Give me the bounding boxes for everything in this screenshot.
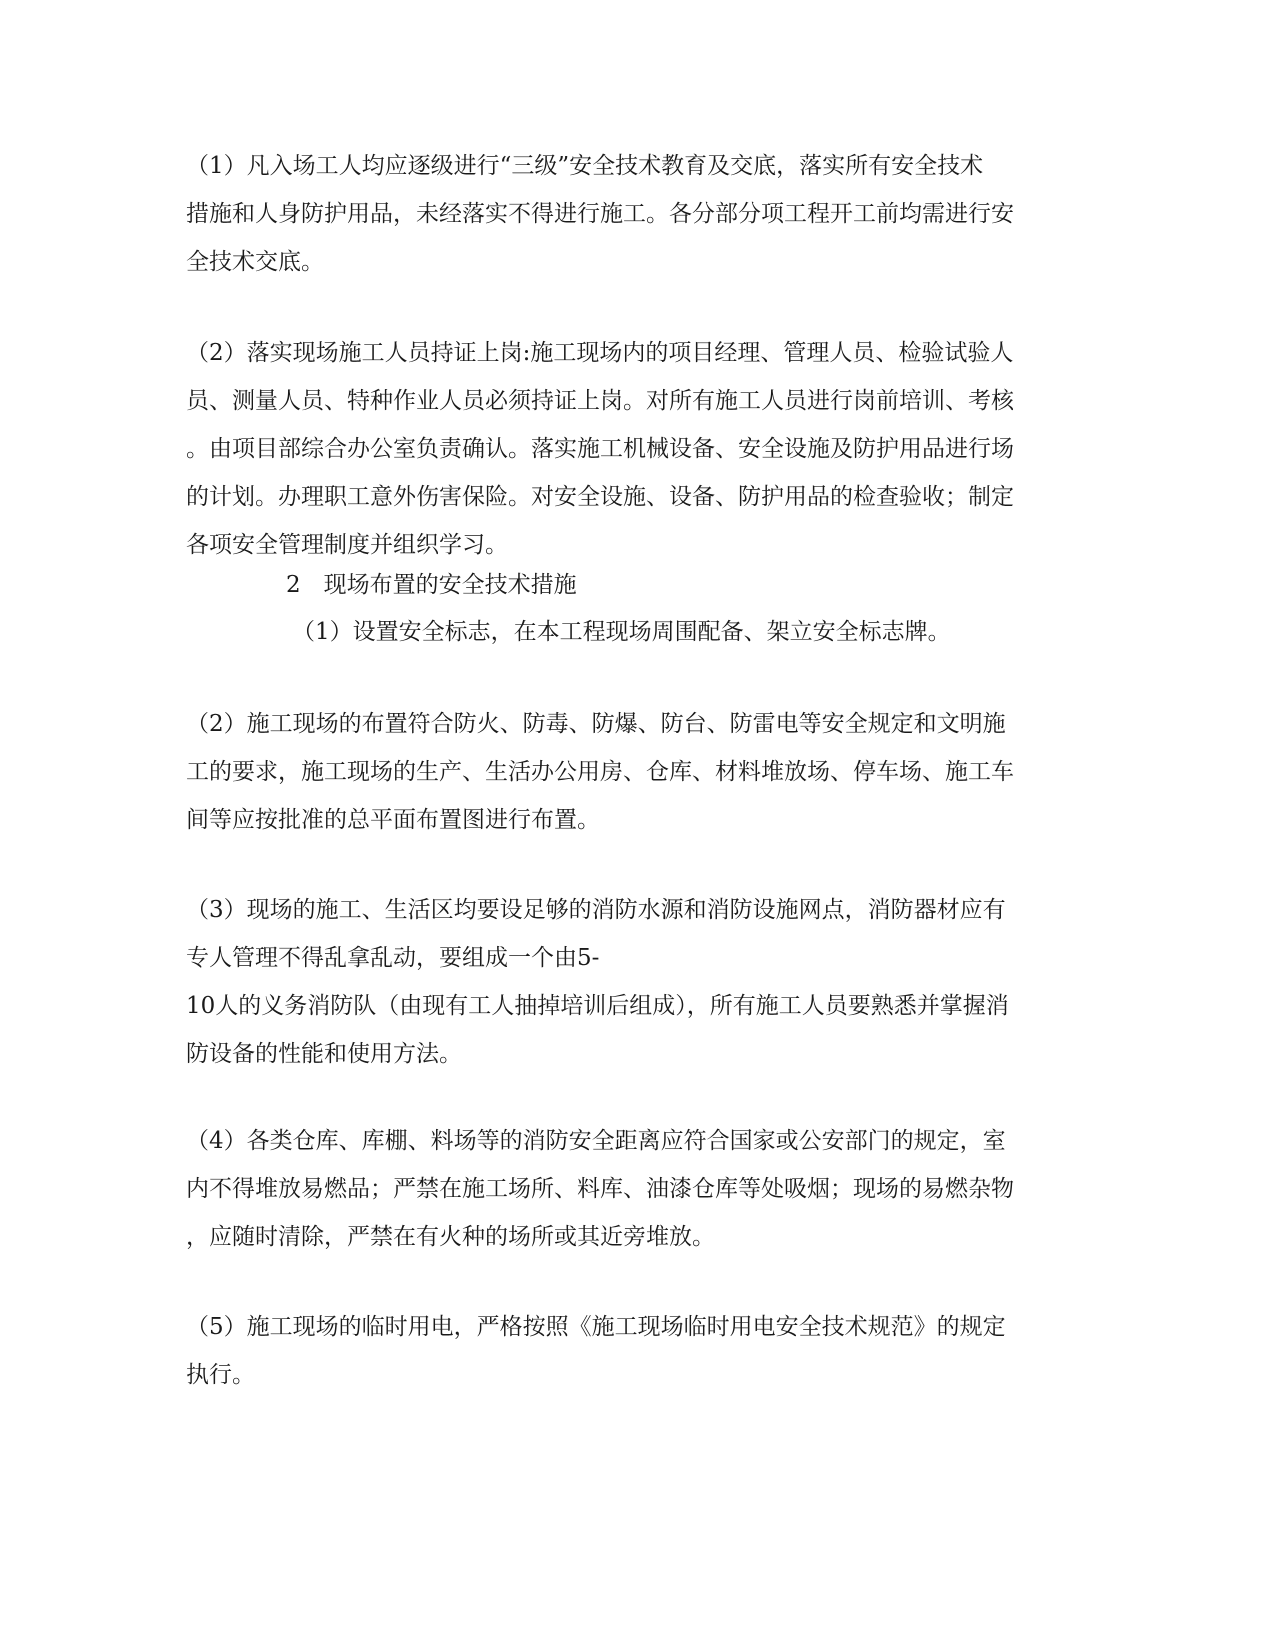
paragraph-line: （1）设置安全标志，在本工程现场周围配备、架立安全标志牌。 <box>292 619 951 645</box>
paragraph-2 <box>186 329 1086 569</box>
paragraph-line: （4）各类仓库、库棚、料场等的消防安全距离应符合国家或公安部门的规定，室 <box>186 1128 1006 1154</box>
paragraph-line: 员、测量人员、特种作业人员必须持证上岗。对所有施工人员进行岗前培训、考核 <box>186 388 1014 414</box>
paragraph-line: （5）施工现场的临时用电，严格按照《施工现场临时用电安全技术规范》的规定 <box>186 1314 1006 1340</box>
paragraph-line: （2）落实现场施工人员持证上岗:施工现场内的项目经理、管理人员、检验试验人 <box>186 340 1014 366</box>
paragraph-line: 。由项目部综合办公室负责确认。落实施工机械设备、安全设施及防护用品进行场 <box>186 436 1014 462</box>
section-item-1 <box>292 608 1192 656</box>
paragraph-line: 全技术交底。 <box>186 249 324 275</box>
section-heading-text: 2 现场布置的安全技术措施 <box>286 572 577 598</box>
paragraph-line: 执行。 <box>186 1362 255 1388</box>
paragraph-line: 10人的义务消防队（由现有工人抽掉培训后组成），所有施工人员要熟悉并掌握消 <box>186 993 1009 1019</box>
paragraph-line: 专人管理不得乱拿乱动，要组成一个由5- <box>186 945 600 971</box>
paragraph-line: 防设备的性能和使用方法。 <box>186 1041 462 1067</box>
section-item-3 <box>186 886 1086 1078</box>
paragraph-line: 工的要求，施工现场的生产、生活办公用房、仓库、材料堆放场、停车场、施工车 <box>186 759 1014 785</box>
section-item-4 <box>186 1117 1086 1261</box>
paragraph-line: 措施和人身防护用品，未经落实不得进行施工。各分部分项工程开工前均需进行安 <box>186 201 1014 227</box>
paragraph-line: 的计划。办理职工意外伤害保险。对安全设施、设备、防护用品的检查验收；制定 <box>186 484 1014 510</box>
paragraph-line: （2）施工现场的布置符合防火、防毒、防爆、防台、防雷电等安全规定和文明施 <box>186 711 1006 737</box>
paragraph-line: 间等应按批准的总平面布置图进行布置。 <box>186 807 600 833</box>
paragraph-line: 各项安全管理制度并组织学习。 <box>186 532 508 558</box>
paragraph-line: （1）凡入场工人均应逐级进行“三级”安全技术教育及交底，落实所有安全技术 <box>186 153 984 179</box>
section-heading <box>286 561 1186 609</box>
section-item-2 <box>186 700 1086 844</box>
paragraph-line: ，应随时清除，严禁在有火种的场所或其近旁堆放。 <box>186 1224 715 1250</box>
paragraph-line: （3）现场的施工、生活区均要设足够的消防水源和消防设施网点，消防器材应有 <box>186 897 1006 923</box>
paragraph-1 <box>186 142 1086 286</box>
paragraph-line: 内不得堆放易燃品；严禁在施工场所、料库、油漆仓库等处吸烟；现场的易燃杂物 <box>186 1176 1014 1202</box>
section-item-5 <box>186 1303 1086 1399</box>
